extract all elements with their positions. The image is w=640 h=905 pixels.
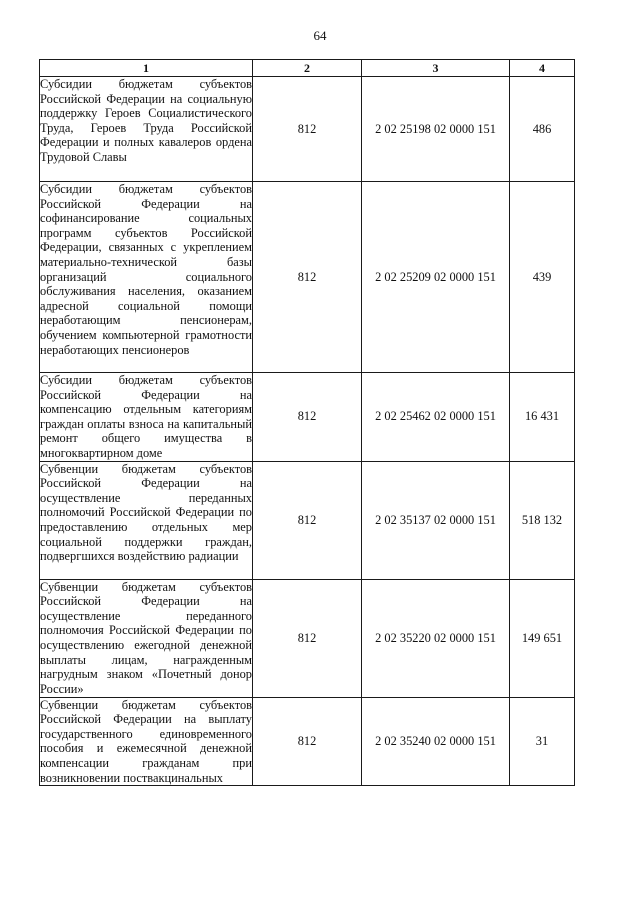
- page-number: 64: [313, 28, 327, 43]
- row-admin-code: 812: [253, 182, 362, 373]
- column-header-3: 3: [362, 60, 510, 77]
- row-admin-code: 812: [253, 697, 362, 786]
- row-amount: 149 651: [510, 579, 575, 697]
- budget-table: [39, 59, 575, 786]
- row-amount: 31: [510, 697, 575, 786]
- row-admin-code: 812: [253, 373, 362, 462]
- table-header-row: [40, 60, 575, 77]
- row-budget-code: 2 02 35240 02 0000 151: [362, 697, 510, 786]
- row-budget-code: 2 02 25462 02 0000 151: [362, 373, 510, 462]
- column-header-2: 2: [253, 60, 362, 77]
- table-row: [40, 461, 575, 579]
- table-row: [40, 579, 575, 697]
- row-amount: 518 132: [510, 461, 575, 579]
- row-amount: 439: [510, 182, 575, 373]
- column-header-4: 4: [510, 60, 575, 77]
- row-admin-code: 812: [253, 461, 362, 579]
- row-description: Субсидии бюджетам субъектов Российской Федерации на социальную поддержку Героев Социалистического Труда, Героев Труда Российской Федерации и полных кавалеров ордена Трудовой Славы: [40, 77, 253, 182]
- row-description: Субсидии бюджетам субъектов Российской Федерации на компенсацию отдельным категориям граждан оплаты взноса на капитальный ремонт общего имущества в многоквартирном доме: [40, 373, 252, 460]
- table-row: [40, 697, 575, 786]
- row-budget-code: 2 02 35220 02 0000 151: [362, 579, 510, 697]
- row-amount: 16 431: [510, 373, 575, 462]
- row-admin-code: 812: [253, 77, 362, 182]
- row-budget-code: 2 02 35137 02 0000 151: [362, 461, 510, 579]
- row-budget-code: 2 02 25198 02 0000 151: [362, 77, 510, 182]
- row-amount: 486: [510, 77, 575, 182]
- row-admin-code: 812: [253, 579, 362, 697]
- row-description: Субсидии бюджетам субъектов Российской Федерации на софинансирование социальных программ субъектов Российской Федерации, связанных с укреплением материально-технической базы организаций социального обслуживания населения, оказанием адресной социальной помощи неработающим пенсионерам, обучением компьютерной грамотности неработающих пенсионеров: [40, 182, 253, 373]
- table-row: [40, 77, 575, 182]
- row-description: Субвенции бюджетам субъектов Российской Федерации на выплату государственного единовременного пособия и ежемесячной денежной компенсации гражданам при возникновении поствакцинальных: [40, 697, 252, 785]
- table-row: [40, 182, 575, 373]
- row-budget-code: 2 02 25209 02 0000 151: [362, 182, 510, 373]
- column-header-1: 1: [40, 60, 253, 77]
- table-row: [40, 373, 575, 462]
- row-description: Субвенции бюджетам субъектов Российской Федерации на осуществление переданного полномочия Российской Федерации по осуществлению ежегодной денежной выплаты лицам, награжденным нагрудным знаком «Почетный донор России»: [40, 579, 252, 696]
- row-description: Субвенции бюджетам субъектов Российской Федерации на осуществление переданных полномочий Российской Федерации по предоставлению отдельных мер социальной поддержки граждан, подвергшихся воздействию радиации: [40, 461, 253, 579]
